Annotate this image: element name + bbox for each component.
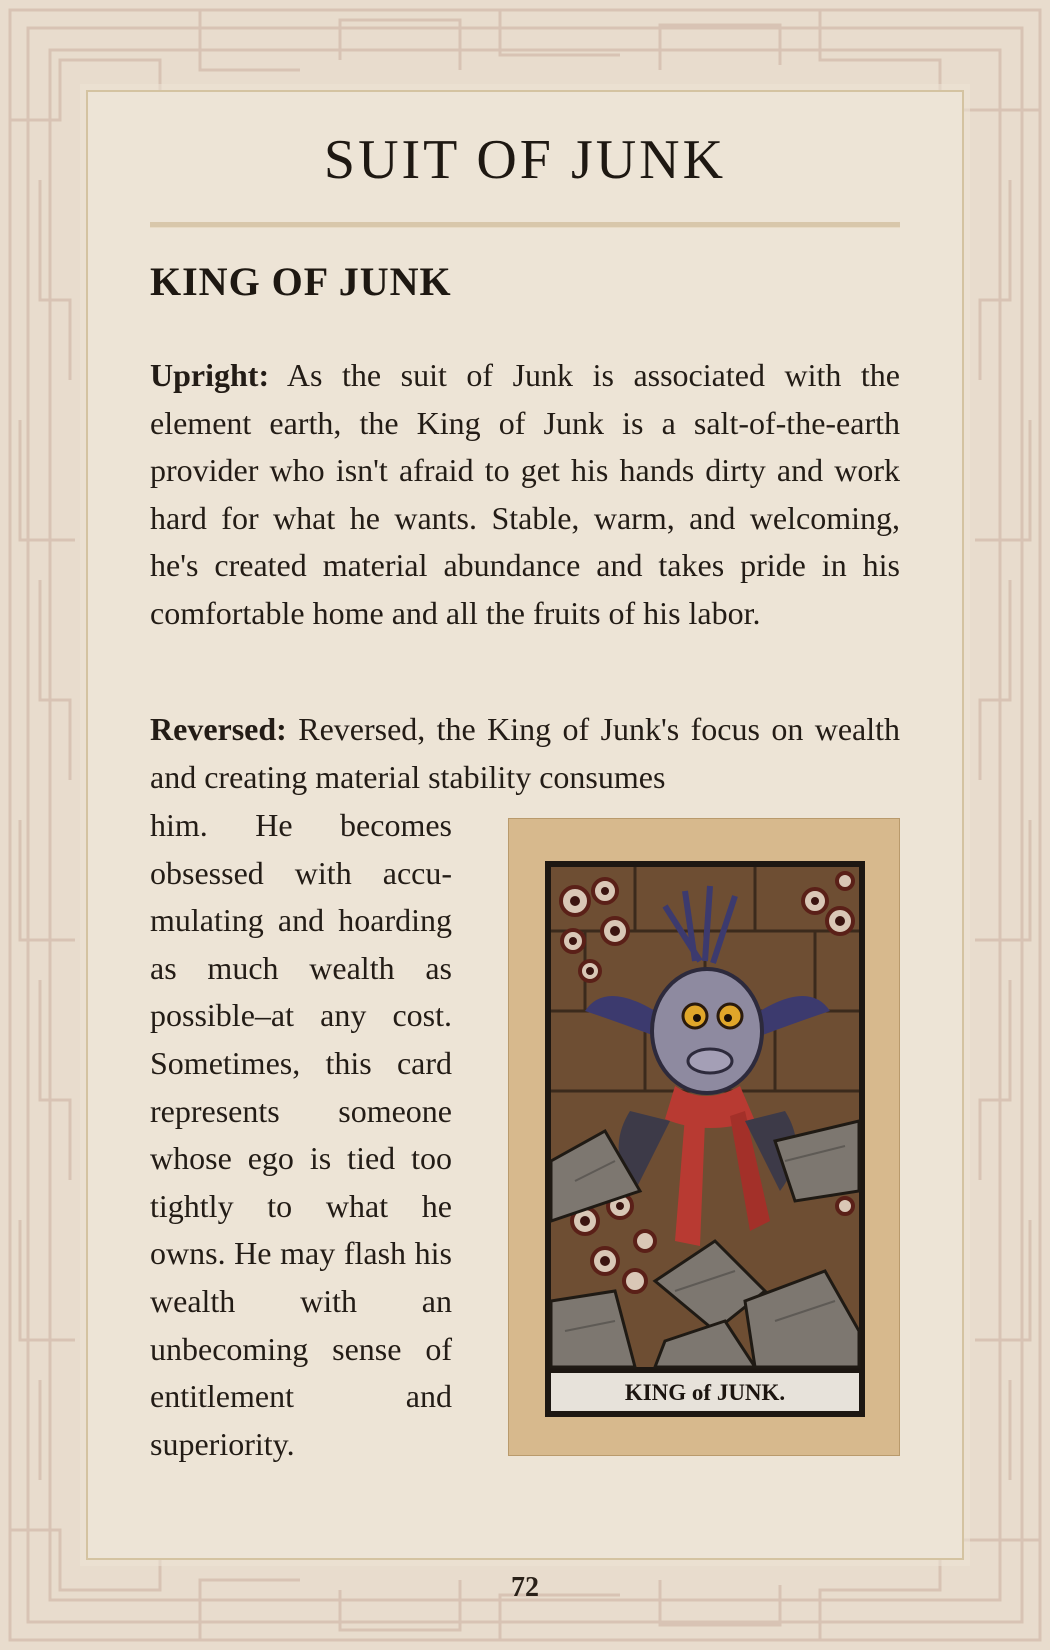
title-divider: [150, 222, 900, 228]
tarot-card-image: [508, 818, 900, 1456]
upright-text: As the suit of Junk is associated with the element earth, the King of Junk is a salt-of-the-earth provider who isn't afraid to get his hands dirty and work hard for what he wants. Stable, warm, and welcoming, he's created material abundance and takes pride in his comfortable home and all the fruits of his labor.: [150, 357, 901, 631]
king-of-junk-illustration: [545, 861, 865, 1417]
page-number: 72: [511, 1572, 539, 1603]
upright-label: Upright:: [150, 357, 270, 393]
suit-title: SUIT OF JUNK: [323, 129, 727, 191]
reversed-label: Reversed:: [150, 711, 287, 747]
upright-paragraph: [150, 352, 900, 638]
reversed-paragraph: [150, 706, 900, 801]
card-heading: KING OF JUNK: [150, 259, 452, 304]
reversed-text-top: Reversed, the King of Junk's focus on wealth and creating material stability consumes: [150, 711, 901, 795]
reversed-paragraph-continued: him. He becomes obsessed with accumulating and hoarding as much wealth as possible–at any cost. Sometimes, this card represents someone whose ego is tied too tightly to what he owns. He may flash his wealth with an unbecoming sense of entitlement and superiority.: [150, 807, 452, 1462]
card-caption: KING of JUNK.: [624, 1380, 786, 1405]
